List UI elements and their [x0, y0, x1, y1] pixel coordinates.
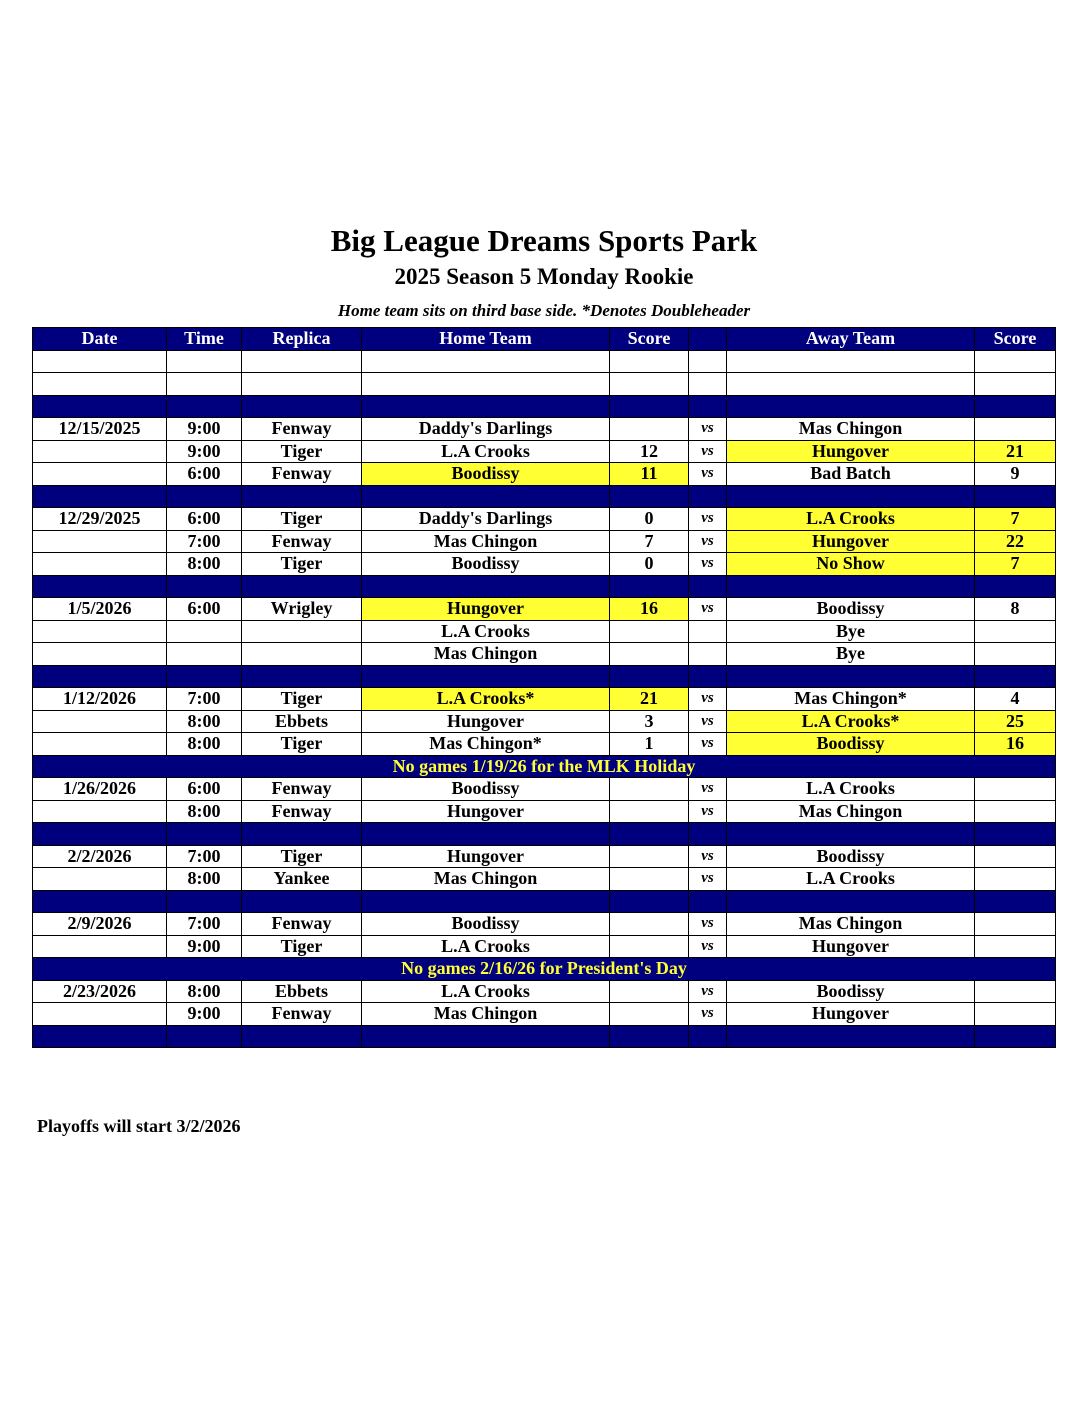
date-cell — [33, 350, 167, 373]
time-cell — [167, 823, 242, 846]
away-score-cell — [975, 620, 1056, 643]
home-score-cell — [610, 350, 689, 373]
game-row — [33, 553, 1056, 576]
away-score-cell: 21 — [975, 440, 1056, 463]
home-team-cell: Hungover — [362, 598, 610, 621]
vs-cell: vs — [689, 845, 727, 868]
away-team-cell: Mas Chingon — [727, 800, 975, 823]
away-score-cell — [975, 418, 1056, 441]
date-cell — [33, 530, 167, 553]
replica-cell: Fenway — [242, 530, 362, 553]
time-cell: 6:00 — [167, 508, 242, 531]
col-home-score-header: Score — [610, 328, 689, 351]
time-cell: 8:00 — [167, 710, 242, 733]
date-cell — [33, 463, 167, 486]
blank-row — [33, 373, 1056, 396]
vs-cell: vs — [689, 778, 727, 801]
home-score-cell — [610, 1025, 689, 1048]
away-score-cell — [975, 1025, 1056, 1048]
home-team-cell: Hungover — [362, 800, 610, 823]
vs-cell — [689, 395, 727, 418]
schedule-note: Home team sits on third base side. *Denotes Doubleheader — [337, 301, 751, 320]
home-team-cell — [362, 823, 610, 846]
col-time-header: Time — [167, 328, 242, 351]
replica-cell: Fenway — [242, 913, 362, 936]
time-cell — [167, 350, 242, 373]
replica-cell: Yankee — [242, 868, 362, 891]
home-score-cell: 0 — [610, 553, 689, 576]
home-score-cell: 12 — [610, 440, 689, 463]
replica-cell: Tiger — [242, 935, 362, 958]
vs-cell: vs — [689, 1003, 727, 1026]
away-team-cell — [727, 575, 975, 598]
away-score-cell: 4 — [975, 688, 1056, 711]
date-cell — [33, 373, 167, 396]
vs-cell: vs — [689, 935, 727, 958]
away-score-cell — [975, 575, 1056, 598]
page-subtitle: 2025 Season 5 Monday Rookie — [394, 264, 694, 289]
time-cell: 7:00 — [167, 530, 242, 553]
time-cell: 7:00 — [167, 913, 242, 936]
away-score-cell — [975, 373, 1056, 396]
away-score-cell — [975, 935, 1056, 958]
replica-cell — [242, 395, 362, 418]
vs-cell: vs — [689, 868, 727, 891]
vs-cell — [689, 1025, 727, 1048]
vs-cell: vs — [689, 598, 727, 621]
separator-row — [33, 485, 1056, 508]
away-score-cell — [975, 980, 1056, 1003]
game-row — [33, 440, 1056, 463]
away-score-cell: 9 — [975, 463, 1056, 486]
game-row — [33, 598, 1056, 621]
home-score-cell — [610, 935, 689, 958]
game-row — [33, 845, 1056, 868]
game-row — [33, 620, 1056, 643]
header-row — [33, 328, 1056, 351]
home-score-cell — [610, 620, 689, 643]
away-team-cell: Hungover — [727, 935, 975, 958]
game-row — [33, 800, 1056, 823]
away-team-cell — [727, 665, 975, 688]
replica-cell: Tiger — [242, 553, 362, 576]
away-team-cell: Hungover — [727, 1003, 975, 1026]
away-team-cell — [727, 1025, 975, 1048]
game-row — [33, 1003, 1056, 1026]
separator-row — [33, 395, 1056, 418]
col-vs-header — [689, 328, 727, 351]
away-team-cell — [727, 485, 975, 508]
home-score-cell — [610, 575, 689, 598]
time-cell — [167, 575, 242, 598]
schedule-table — [32, 327, 1056, 1048]
vs-cell: vs — [689, 800, 727, 823]
time-cell: 7:00 — [167, 845, 242, 868]
home-team-cell — [362, 395, 610, 418]
date-cell: 1/5/2026 — [33, 598, 167, 621]
away-score-cell — [975, 778, 1056, 801]
separator-row — [33, 890, 1056, 913]
home-score-cell: 16 — [610, 598, 689, 621]
home-team-cell: L.A Crooks — [362, 440, 610, 463]
date-cell: 2/2/2026 — [33, 845, 167, 868]
date-cell: 1/26/2026 — [33, 778, 167, 801]
home-team-cell: Daddy's Darlings — [362, 418, 610, 441]
date-cell: 2/9/2026 — [33, 913, 167, 936]
away-team-cell: Boodissy — [727, 845, 975, 868]
away-team-cell — [727, 890, 975, 913]
vs-cell — [689, 350, 727, 373]
home-score-cell — [610, 890, 689, 913]
away-score-cell — [975, 350, 1056, 373]
home-team-cell: Boodissy — [362, 913, 610, 936]
time-cell: 7:00 — [167, 688, 242, 711]
time-cell: 8:00 — [167, 800, 242, 823]
away-score-cell: 25 — [975, 710, 1056, 733]
away-score-cell — [975, 845, 1056, 868]
replica-cell: Tiger — [242, 845, 362, 868]
replica-cell — [242, 350, 362, 373]
notice-text: No games 2/16/26 for President's Day — [33, 958, 1056, 981]
away-team-cell: No Show — [727, 553, 975, 576]
away-team-cell: Boodissy — [727, 733, 975, 756]
away-score-cell — [975, 395, 1056, 418]
home-team-cell: L.A Crooks — [362, 620, 610, 643]
date-cell — [33, 575, 167, 598]
home-score-cell — [610, 1003, 689, 1026]
vs-cell — [689, 643, 727, 666]
home-team-cell — [362, 373, 610, 396]
vs-cell: vs — [689, 418, 727, 441]
replica-cell — [242, 485, 362, 508]
away-score-cell — [975, 890, 1056, 913]
vs-cell — [689, 575, 727, 598]
away-team-cell: Bad Batch — [727, 463, 975, 486]
game-row — [33, 463, 1056, 486]
home-score-cell: 11 — [610, 463, 689, 486]
vs-cell — [689, 665, 727, 688]
home-score-cell — [610, 913, 689, 936]
away-team-cell: L.A Crooks* — [727, 710, 975, 733]
game-row — [33, 530, 1056, 553]
time-cell: 9:00 — [167, 1003, 242, 1026]
game-row — [33, 778, 1056, 801]
separator-row — [33, 1025, 1056, 1048]
game-row — [33, 418, 1056, 441]
replica-cell: Tiger — [242, 688, 362, 711]
replica-cell: Tiger — [242, 508, 362, 531]
replica-cell: Fenway — [242, 778, 362, 801]
time-cell: 6:00 — [167, 463, 242, 486]
away-team-cell — [727, 350, 975, 373]
home-team-cell — [362, 575, 610, 598]
col-away-score-header: Score — [975, 328, 1056, 351]
away-team-cell: Boodissy — [727, 980, 975, 1003]
date-cell — [33, 485, 167, 508]
date-cell — [33, 440, 167, 463]
time-cell: 9:00 — [167, 935, 242, 958]
away-team-cell: Mas Chingon* — [727, 688, 975, 711]
date-cell — [33, 665, 167, 688]
home-score-cell — [610, 823, 689, 846]
home-team-cell — [362, 890, 610, 913]
col-replica-header: Replica — [242, 328, 362, 351]
time-cell: 6:00 — [167, 778, 242, 801]
away-score-cell: 7 — [975, 508, 1056, 531]
vs-cell: vs — [689, 440, 727, 463]
date-cell: 12/15/2025 — [33, 418, 167, 441]
time-cell — [167, 620, 242, 643]
vs-cell: vs — [689, 733, 727, 756]
time-cell: 8:00 — [167, 553, 242, 576]
game-row — [33, 980, 1056, 1003]
col-home-team-header: Home Team — [362, 328, 610, 351]
home-score-cell — [610, 665, 689, 688]
home-team-cell — [362, 1025, 610, 1048]
vs-cell: vs — [689, 710, 727, 733]
away-score-cell — [975, 485, 1056, 508]
home-team-cell: Mas Chingon* — [362, 733, 610, 756]
home-team-cell: L.A Crooks — [362, 980, 610, 1003]
playoffs-note: Playoffs will start 3/2/2026 — [37, 1116, 241, 1136]
notice-text: No games 1/19/26 for the MLK Holiday — [33, 755, 1056, 778]
replica-cell: Tiger — [242, 733, 362, 756]
away-team-cell: Hungover — [727, 440, 975, 463]
home-score-cell — [610, 395, 689, 418]
replica-cell — [242, 823, 362, 846]
col-away-team-header: Away Team — [727, 328, 975, 351]
home-team-cell: Mas Chingon — [362, 1003, 610, 1026]
game-row — [33, 868, 1056, 891]
time-cell — [167, 890, 242, 913]
home-score-cell — [610, 418, 689, 441]
replica-cell: Fenway — [242, 418, 362, 441]
home-team-cell — [362, 665, 610, 688]
replica-cell: Wrigley — [242, 598, 362, 621]
away-team-cell: L.A Crooks — [727, 868, 975, 891]
date-cell — [33, 800, 167, 823]
date-cell — [33, 553, 167, 576]
date-cell — [33, 823, 167, 846]
away-team-cell: Hungover — [727, 530, 975, 553]
time-cell: 6:00 — [167, 598, 242, 621]
home-team-cell: Hungover — [362, 845, 610, 868]
home-team-cell: Mas Chingon — [362, 868, 610, 891]
home-score-cell: 21 — [610, 688, 689, 711]
replica-cell: Fenway — [242, 1003, 362, 1026]
vs-cell: vs — [689, 688, 727, 711]
time-cell: 8:00 — [167, 733, 242, 756]
time-cell — [167, 373, 242, 396]
date-cell — [33, 395, 167, 418]
home-team-cell: Daddy's Darlings — [362, 508, 610, 531]
away-score-cell: 22 — [975, 530, 1056, 553]
home-team-cell: Boodissy — [362, 778, 610, 801]
away-team-cell: Boodissy — [727, 598, 975, 621]
away-team-cell: Bye — [727, 643, 975, 666]
vs-cell — [689, 823, 727, 846]
home-team-cell: L.A Crooks — [362, 935, 610, 958]
date-cell — [33, 710, 167, 733]
game-row — [33, 643, 1056, 666]
date-cell — [33, 1025, 167, 1048]
replica-cell: Fenway — [242, 463, 362, 486]
game-row — [33, 688, 1056, 711]
schedule-body — [33, 350, 1056, 1048]
away-score-cell — [975, 913, 1056, 936]
away-team-cell: Mas Chingon — [727, 418, 975, 441]
time-cell: 9:00 — [167, 440, 242, 463]
replica-cell: Tiger — [242, 440, 362, 463]
date-cell: 12/29/2025 — [33, 508, 167, 531]
date-cell — [33, 935, 167, 958]
away-score-cell: 8 — [975, 598, 1056, 621]
replica-cell — [242, 665, 362, 688]
home-team-cell — [362, 485, 610, 508]
home-score-cell: 1 — [610, 733, 689, 756]
time-cell — [167, 395, 242, 418]
time-cell: 9:00 — [167, 418, 242, 441]
separator-row — [33, 665, 1056, 688]
home-score-cell — [610, 373, 689, 396]
away-team-cell: Bye — [727, 620, 975, 643]
vs-cell — [689, 620, 727, 643]
game-row — [33, 710, 1056, 733]
date-cell — [33, 733, 167, 756]
vs-cell: vs — [689, 508, 727, 531]
vs-cell: vs — [689, 553, 727, 576]
home-score-cell — [610, 800, 689, 823]
away-score-cell — [975, 1003, 1056, 1026]
time-cell — [167, 1025, 242, 1048]
away-team-cell: L.A Crooks — [727, 778, 975, 801]
date-cell — [33, 1003, 167, 1026]
home-score-cell — [610, 485, 689, 508]
replica-cell — [242, 1025, 362, 1048]
replica-cell — [242, 890, 362, 913]
home-score-cell — [610, 778, 689, 801]
time-cell — [167, 643, 242, 666]
separator-row — [33, 575, 1056, 598]
home-score-cell — [610, 980, 689, 1003]
vs-cell — [689, 373, 727, 396]
page-title: Big League Dreams Sports Park — [330, 223, 758, 258]
col-date-header: Date — [33, 328, 167, 351]
home-score-cell: 7 — [610, 530, 689, 553]
home-score-cell: 3 — [610, 710, 689, 733]
game-row — [33, 935, 1056, 958]
away-team-cell: Mas Chingon — [727, 913, 975, 936]
vs-cell: vs — [689, 530, 727, 553]
home-score-cell — [610, 868, 689, 891]
away-score-cell — [975, 868, 1056, 891]
vs-cell: vs — [689, 980, 727, 1003]
date-cell — [33, 890, 167, 913]
game-row — [33, 913, 1056, 936]
date-cell: 2/23/2026 — [33, 980, 167, 1003]
time-cell — [167, 665, 242, 688]
away-score-cell — [975, 643, 1056, 666]
home-score-cell — [610, 845, 689, 868]
away-team-cell — [727, 373, 975, 396]
vs-cell: vs — [689, 913, 727, 936]
date-cell — [33, 643, 167, 666]
away-score-cell — [975, 823, 1056, 846]
date-cell — [33, 868, 167, 891]
game-row — [33, 733, 1056, 756]
away-team-cell — [727, 395, 975, 418]
replica-cell — [242, 373, 362, 396]
vs-cell: vs — [689, 463, 727, 486]
away-score-cell: 16 — [975, 733, 1056, 756]
away-team-cell — [727, 823, 975, 846]
home-team-cell: L.A Crooks* — [362, 688, 610, 711]
home-team-cell: Mas Chingon — [362, 643, 610, 666]
notice-row — [33, 755, 1056, 778]
time-cell — [167, 485, 242, 508]
replica-cell — [242, 643, 362, 666]
date-cell — [33, 620, 167, 643]
replica-cell: Fenway — [242, 800, 362, 823]
replica-cell — [242, 575, 362, 598]
vs-cell — [689, 485, 727, 508]
home-team-cell: Hungover — [362, 710, 610, 733]
time-cell: 8:00 — [167, 980, 242, 1003]
home-team-cell: Boodissy — [362, 553, 610, 576]
home-team-cell: Boodissy — [362, 463, 610, 486]
time-cell: 8:00 — [167, 868, 242, 891]
home-score-cell — [610, 643, 689, 666]
home-score-cell: 0 — [610, 508, 689, 531]
blank-row — [33, 350, 1056, 373]
away-score-cell — [975, 665, 1056, 688]
date-cell: 1/12/2026 — [33, 688, 167, 711]
home-team-cell — [362, 350, 610, 373]
game-row — [33, 508, 1056, 531]
home-team-cell: Mas Chingon — [362, 530, 610, 553]
away-score-cell: 7 — [975, 553, 1056, 576]
vs-cell — [689, 890, 727, 913]
notice-row — [33, 958, 1056, 981]
replica-cell — [242, 620, 362, 643]
separator-row — [33, 823, 1056, 846]
away-team-cell: L.A Crooks — [727, 508, 975, 531]
replica-cell: Ebbets — [242, 980, 362, 1003]
away-score-cell — [975, 800, 1056, 823]
replica-cell: Ebbets — [242, 710, 362, 733]
